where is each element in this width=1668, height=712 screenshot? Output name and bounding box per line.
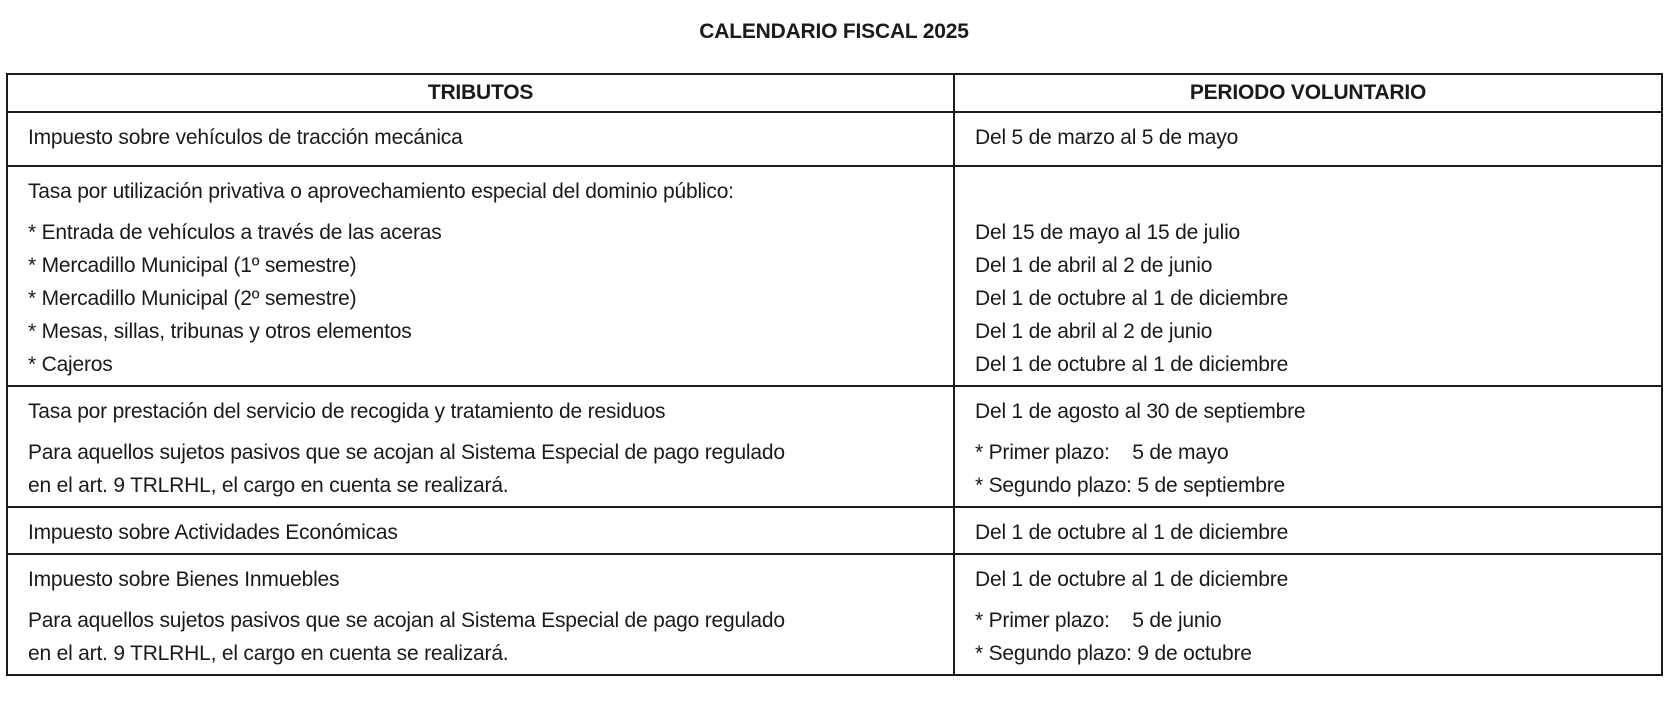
periodo-value: Del 1 de octubre al 1 de diciembre	[975, 353, 1289, 376]
plazo-value: * Segundo plazo: 5 de septiembre	[975, 474, 1285, 497]
periodo-value: Del 1 de agosto al 30 de septiembre	[975, 400, 1306, 423]
periodo-value: Del 1 de octubre al 1 de diciembre	[975, 568, 1289, 591]
tributo-cell	[7, 112, 954, 166]
tributo-cell	[7, 554, 954, 675]
tributo-item: * Mercadillo Municipal (1º semestre)	[28, 254, 357, 277]
tributo-label: Tasa por prestación del servicio de recogida y tratamiento de residuos	[28, 400, 666, 423]
tributo-cell	[7, 507, 954, 554]
tributo-label: Impuesto sobre Actividades Económicas	[28, 521, 398, 544]
document-title: CALENDARIO FISCAL 2025	[699, 20, 969, 43]
periodo-value: Del 1 de abril al 2 de junio	[975, 254, 1213, 277]
tributo-label: Impuesto sobre vehículos de tracción mecánica	[28, 126, 463, 149]
periodo-cell	[954, 386, 1662, 507]
tributo-note: Para aquellos sujetos pasivos que se acojan al Sistema Especial de pago regulado	[28, 441, 785, 464]
periodo-cell	[954, 507, 1662, 554]
tributo-note: Para aquellos sujetos pasivos que se acojan al Sistema Especial de pago regulado	[28, 609, 785, 632]
periodo-cell	[954, 554, 1662, 675]
periodo-value: Del 1 de abril al 2 de junio	[975, 320, 1213, 343]
tributo-item: * Mercadillo Municipal (2º semestre)	[28, 287, 357, 310]
periodo-cell	[954, 112, 1662, 166]
table-row	[7, 386, 1662, 507]
header-tributos: TRIBUTOS	[7, 74, 954, 112]
tributo-item: * Cajeros	[28, 353, 113, 376]
tributo-item: * Mesas, sillas, tribunas y otros elementos	[28, 320, 412, 343]
tributo-note: en el art. 9 TRLRHL, el cargo en cuenta se realizará.	[28, 474, 509, 497]
table-row	[7, 166, 1662, 386]
tributo-label: Impuesto sobre Bienes Inmuebles	[28, 568, 340, 591]
table-row	[7, 554, 1662, 675]
periodo-value: Del 1 de octubre al 1 de diciembre	[975, 521, 1289, 544]
periodo-cell	[954, 166, 1662, 386]
table-row	[7, 112, 1662, 166]
tributo-note: en el art. 9 TRLRHL, el cargo en cuenta se realizará.	[28, 642, 509, 665]
header-periodo: PERIODO VOLUNTARIO	[954, 74, 1662, 112]
fiscal-calendar-table	[6, 73, 1663, 676]
plazo-value: * Primer plazo: 5 de junio	[975, 609, 1222, 632]
periodo-value: Del 1 de octubre al 1 de diciembre	[975, 287, 1289, 310]
tributo-item: * Entrada de vehículos a través de las aceras	[28, 221, 442, 244]
periodo-value: Del 15 de mayo al 15 de julio	[975, 221, 1241, 244]
plazo-value: * Segundo plazo: 9 de octubre	[975, 642, 1252, 665]
table-header-row	[7, 74, 1662, 112]
plazo-value: * Primer plazo: 5 de mayo	[975, 441, 1229, 464]
tributo-cell	[7, 386, 954, 507]
tributo-cell	[7, 166, 954, 386]
table-row	[7, 507, 1662, 554]
periodo-value: Del 5 de marzo al 5 de mayo	[975, 126, 1239, 149]
tributo-label: Tasa por utilización privativa o aprovechamiento especial del dominio público:	[28, 180, 734, 203]
